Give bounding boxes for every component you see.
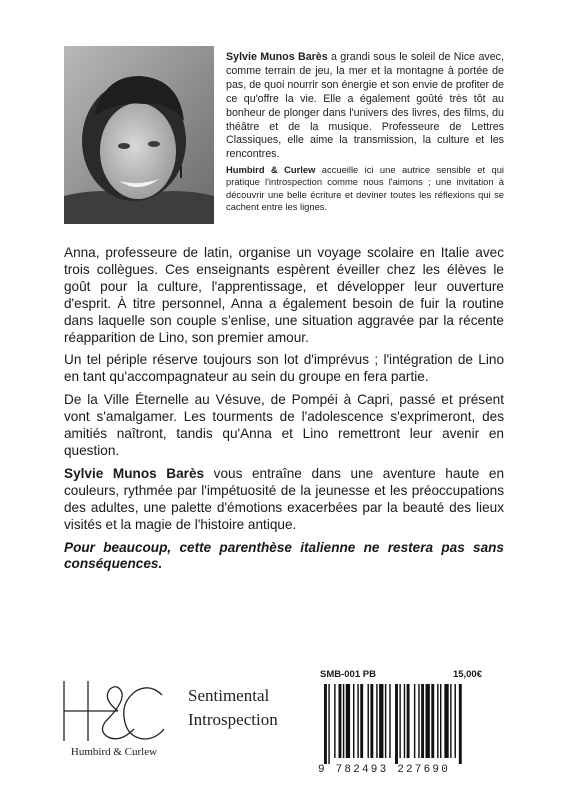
blurb-author-name: Sylvie Munos Barès bbox=[64, 465, 205, 481]
barcode-bar bbox=[414, 684, 415, 758]
publisher-name: Humbird & Curlew bbox=[226, 164, 316, 175]
blurb-paragraph-4 bbox=[64, 466, 504, 534]
logo-subtitle: Humbird & Curlew bbox=[70, 746, 158, 758]
barcode-bar bbox=[450, 684, 451, 758]
collection-line-1: Sentimental bbox=[188, 686, 270, 705]
barcode-bar bbox=[379, 684, 383, 758]
barcode-bar bbox=[389, 684, 390, 758]
barcode-bar bbox=[426, 684, 430, 758]
barcode-bar bbox=[360, 684, 363, 758]
author-photo bbox=[64, 46, 214, 224]
author-name: Sylvie Munos Barès bbox=[226, 51, 328, 63]
barcode-bars bbox=[318, 684, 498, 764]
barcode-bar bbox=[343, 684, 344, 758]
book-blurb bbox=[64, 245, 504, 579]
barcode-bar bbox=[407, 684, 410, 758]
blurb-paragraph-3: De la Ville Éternelle au Vésuve, de Pompéi à Capri, passé et présent vont s'amalgamer. Les tourments de l'adolescence s'exprimeront, des amitiés naîtront, tandis qu'Anna et Lino remettront leur avenir en question. bbox=[64, 392, 504, 458]
barcode-bar bbox=[440, 684, 441, 758]
barcode-bar bbox=[334, 684, 335, 758]
author-bio bbox=[226, 51, 504, 162]
barcode-bar bbox=[324, 684, 327, 764]
barcode-bar bbox=[437, 684, 438, 758]
barcode-bar bbox=[370, 684, 373, 758]
product-code: SMB-001 PB bbox=[320, 669, 376, 680]
barcode-bar bbox=[368, 684, 369, 758]
barcode bbox=[312, 666, 502, 780]
barcode-digits: 9 782493 227690 bbox=[318, 764, 451, 776]
barcode-bar bbox=[421, 684, 424, 758]
barcode-bar bbox=[399, 684, 400, 758]
publisher-logo bbox=[58, 677, 170, 757]
blurb-paragraph-1: Anna, professeure de latin, organise un voyage scolaire en Italie avec trois collègues. Ces enseignants espèrent éveiller chez les élèves le goût pour la culture, l'apprentissage, et développer leur ouverture d'esprit. À titre personnel, Anna a également besoin de fuir la routine dans laquelle son couple s'enlise, une situation aggravée par la récente réapparition de Lino, son premier amour. bbox=[64, 245, 504, 345]
barcode-bar bbox=[328, 684, 329, 764]
author-bio-text: a grandi sous le soleil de Nice avec, comme terrain de jeu, la mer et la montagne à portée de pas, de quoi nourrir son énergie et son envie de profiter de ce qu'offre la vie. Elle a également goûté très tôt au bonheur de plonger dans l'univers des livres, des films, du théâtre et de la musique. Professeure de Lettres Classiques, elle aime la transmission, la culture et les rencontres. bbox=[226, 51, 504, 161]
barcode-bar bbox=[404, 684, 405, 758]
barcode-bar bbox=[385, 684, 386, 758]
barcode-bar bbox=[346, 684, 350, 758]
barcode-bar bbox=[353, 684, 354, 758]
blurb-closing: Pour beaucoup, cette parenthèse italienne ne restera pas sans conséquences. bbox=[64, 539, 504, 572]
barcode-bar bbox=[431, 684, 434, 758]
barcode-bar bbox=[376, 684, 377, 758]
barcode-bar bbox=[339, 684, 342, 758]
barcode-bar bbox=[418, 684, 419, 758]
barcode-bar bbox=[455, 684, 456, 758]
blurb-paragraph-4-text: vous entraîne dans une aventure haute en couleurs, rythmée par l'impétuosité de la jeunesse et les préoccupations des adultes, une palette d'émotions exacerbées par la beauté des lieux visités et la magie de l'histoire antique. bbox=[64, 465, 505, 532]
collection-name bbox=[188, 684, 318, 732]
barcode-bar bbox=[459, 684, 462, 764]
barcode-bar bbox=[395, 684, 398, 764]
collection-line-2: Introspection bbox=[188, 710, 278, 729]
barcode-bar bbox=[357, 684, 358, 758]
barcode-bar bbox=[444, 684, 448, 758]
blurb-paragraph-2: Un tel périple réserve toujours son lot d'imprévus ; l'intégration de Lino en tant qu'accompagnateur au sein du groupe en fera partie. bbox=[64, 352, 504, 385]
publisher-note bbox=[226, 164, 504, 214]
publisher-note-text: accueille ici une autrice sensible et qui pratique l'introspection comme nous l'aimons ; une invitation à découvrir une belle écriture et deviner toutes les réflexions qui se cachent entre les lignes. bbox=[226, 164, 505, 213]
price: 15,00€ bbox=[452, 669, 482, 680]
